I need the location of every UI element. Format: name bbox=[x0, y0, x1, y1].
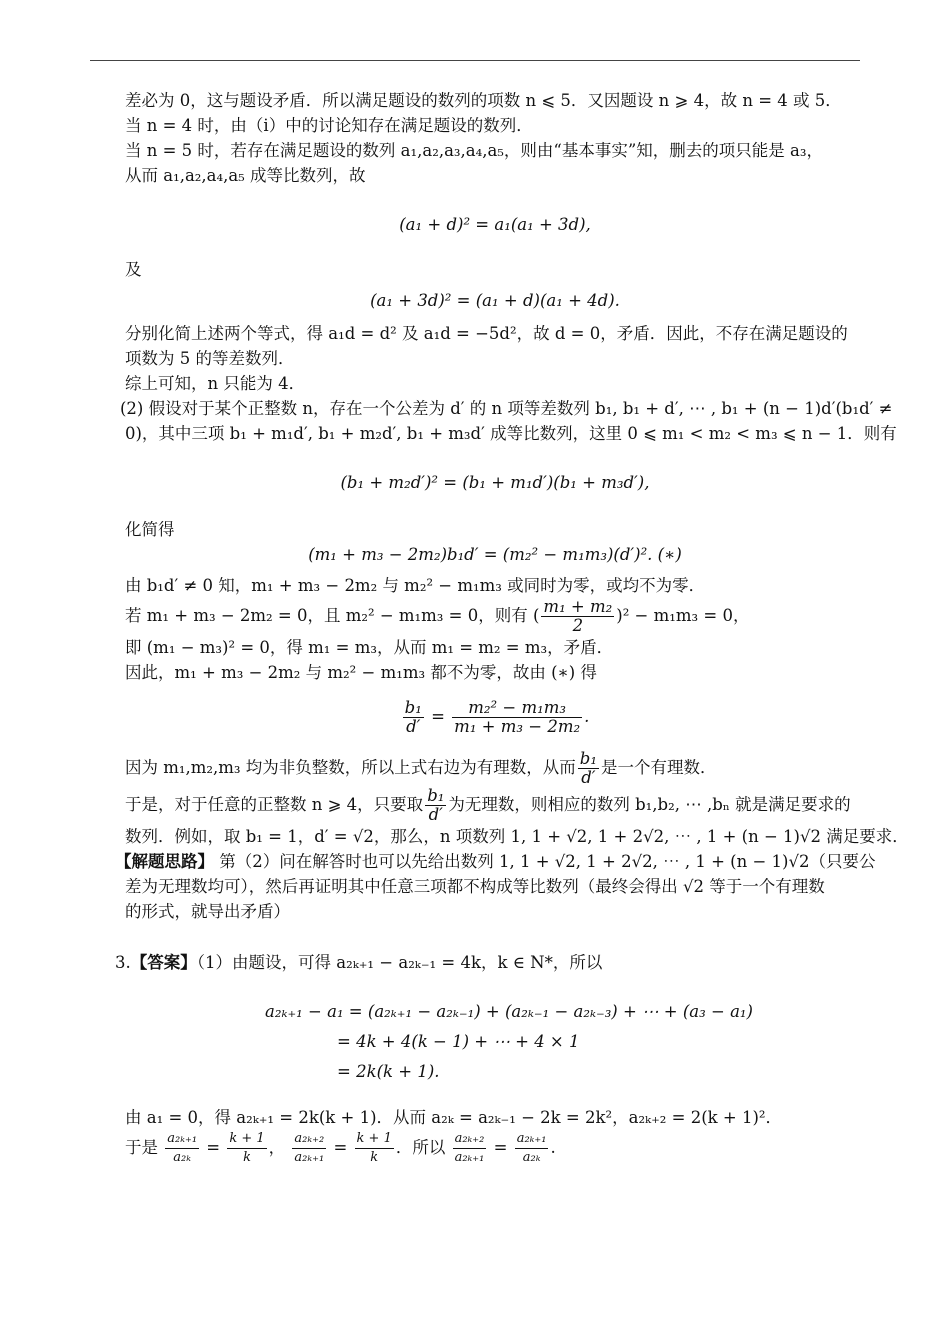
text-line: 当 n = 4 时，由（ⅰ）中的讨论知存在满足题设的数列． bbox=[125, 116, 533, 135]
equals-sign: = bbox=[206, 1138, 221, 1157]
fraction-numerator: a₂ₖ₊₁ bbox=[165, 1130, 199, 1149]
fraction-numerator: a₂ₖ₊₁ bbox=[515, 1130, 549, 1149]
fraction-denominator: a₂ₖ bbox=[522, 1150, 541, 1165]
text-line bbox=[115, 950, 865, 975]
fraction bbox=[453, 1130, 487, 1167]
header-rule bbox=[90, 60, 860, 61]
fraction bbox=[227, 1130, 266, 1167]
section-label: 【解题思路】 bbox=[115, 852, 214, 871]
fraction-denominator: d′ bbox=[428, 805, 443, 824]
fraction-numerator: k + 1 bbox=[355, 1130, 394, 1149]
text-line: 0)，其中三项 b₁ + m₁d′, b₁ + m₂d′, b₁ + m₃d′ 成等比数列，这里 0 ⩽ m₁ < m₂ < m₃ ⩽ n − 1．则有 bbox=[125, 424, 897, 443]
fraction bbox=[425, 787, 446, 824]
text-line: 化简得 bbox=[125, 520, 175, 539]
text-line: 当 n = 5 时，若存在满足题设的数列 a₁,a₂,a₃,a₄,a₅，则由“基本事实”知，删去的项只能是 a₃， bbox=[125, 141, 823, 160]
text-line: 的形式，就导出矛盾） bbox=[125, 902, 290, 921]
text-line: 差必为 0，这与题设矛盾．所以满足题设的数列的项数 n ⩽ 5．又因题设 n ⩾ 4，故 n = 4 或 5． bbox=[125, 91, 842, 110]
fraction-numerator: m₂² − m₁m₃ bbox=[452, 699, 582, 718]
equation: = 4k + 4(k − 1) + ⋯ + 4 × 1 bbox=[337, 1032, 580, 1051]
text-line bbox=[125, 598, 865, 635]
text-line bbox=[115, 849, 876, 874]
fraction bbox=[355, 1130, 394, 1167]
text-line: 由 b₁d′ ≠ 0 知，m₁ + m₃ − 2m₂ 与 m₂² − m₁m₃ 或同时为零，或均不为零． bbox=[125, 576, 706, 595]
equation: (b₁ + m₂d′)² = (b₁ + m₁d′)(b₁ + m₃d′), bbox=[340, 473, 650, 492]
fraction-numerator: a₂ₖ₊₂ bbox=[292, 1130, 326, 1149]
equals-sign: = bbox=[333, 1138, 348, 1157]
fraction bbox=[292, 1130, 326, 1167]
text-line: 即 (m₁ − m₃)² = 0，得 m₁ = m₃，从而 m₁ = m₂ = m₃，矛盾． bbox=[125, 638, 614, 657]
fraction-denominator: d′ bbox=[406, 717, 421, 736]
text-line: 由 a₁ = 0，得 a₂ₖ₊₁ = 2k(k + 1)．从而 a₂ₖ = a₂ₖ₋₁ − 2k = 2k²，a₂ₖ₊₂ = 2(k + 1)²． bbox=[125, 1108, 783, 1127]
text-span: 第（2）问在解答时也可以先给出数列 1, 1 + √2, 1 + 2√2, ⋯ , 1 + (n − 1)√2（只要公 bbox=[214, 852, 876, 871]
equals-sign: = bbox=[431, 707, 445, 726]
equation: = 2k(k + 1). bbox=[337, 1062, 440, 1081]
period: . bbox=[584, 707, 590, 726]
page-body bbox=[115, 88, 909, 1167]
fraction bbox=[403, 699, 424, 736]
fraction bbox=[165, 1130, 199, 1167]
text-span: 于是 bbox=[125, 1138, 158, 1157]
text-span: 是一个有理数． bbox=[600, 758, 717, 777]
text-line: 分别化简上述两个等式，得 a₁d = d² 及 a₁d = −5d²，故 d = 0，矛盾．因此，不存在满足题设的 bbox=[125, 324, 848, 343]
fraction-denominator: 2 bbox=[572, 616, 584, 635]
equation bbox=[125, 699, 865, 736]
equation: a₂ₖ₊₁ − a₁ = (a₂ₖ₊₁ − a₂ₖ₋₁) + (a₂ₖ₋₁ − a₂ₖ₋₃) + ⋯ + (a₃ − a₁) bbox=[265, 1002, 753, 1021]
text-line bbox=[125, 1130, 865, 1167]
text-span: ， bbox=[268, 1138, 286, 1157]
fraction-numerator: b₁ bbox=[404, 698, 422, 717]
text-span: 于是，对于任意的正整数 n ⩾ 4，只要取 bbox=[125, 795, 424, 814]
text-line: 数列．例如，取 b₁ = 1，d′ = √2，那么，n 项数列 1, 1 + √2, 1 + 2√2, ⋯ , 1 + (n − 1)√2 满足要求． bbox=[125, 827, 909, 846]
text-span: 因为 m₁,m₂,m₃ 均为非负整数，所以上式右边为有理数，从而 bbox=[125, 758, 576, 777]
equation: (m₁ + m₃ − 2m₂)b₁d′ = (m₂² − m₁m₃)(d′)². (∗) bbox=[308, 545, 682, 564]
fraction-numerator: m₁ + m₂ bbox=[543, 597, 613, 616]
fraction-denominator: k bbox=[370, 1150, 379, 1165]
text-line: 因此，m₁ + m₃ − 2m₂ 与 m₂² − m₁m₃ 都不为零，故由 (∗) 得 bbox=[125, 663, 597, 682]
period: . bbox=[550, 1138, 556, 1157]
text-line: 综上可知，n 只能为 4． bbox=[125, 374, 306, 393]
text-line: (2) 假设对于某个正整数 n，存在一个公差为 d′ 的 n 项等差数列 b₁, b₁ + d′, ⋯ , b₁ + (n − 1)d′(b₁d′ ≠ bbox=[120, 399, 893, 418]
equation-block bbox=[265, 997, 865, 1087]
equation: (a₁ + d)² = a₁(a₁ + 3d), bbox=[399, 215, 591, 234]
text-line: 差为无理数均可），然后再证明其中任意三项都不构成等比数列（最终会得出 √2 等于一个有理数 bbox=[125, 877, 825, 896]
fraction-numerator: b₁ bbox=[427, 786, 445, 805]
fraction-numerator: b₁ bbox=[579, 749, 597, 768]
text-span: 为无理数，则相应的数列 b₁,b₂, ⋯ ,bₙ 就是满足要求的 bbox=[448, 795, 851, 814]
fraction-denominator: k bbox=[243, 1150, 251, 1165]
fraction bbox=[452, 699, 582, 736]
text-line: 从而 a₁,a₂,a₄,a₅ 成等比数列，故 bbox=[125, 166, 366, 185]
fraction-numerator: a₂ₖ₊₂ bbox=[453, 1130, 487, 1149]
fraction-denominator: a₂ₖ₊₁ bbox=[454, 1150, 485, 1165]
fraction bbox=[578, 750, 599, 787]
text-span: )² − m₁m₃ = 0， bbox=[616, 606, 750, 625]
text-line: 项数为 5 的等差数列． bbox=[125, 349, 295, 368]
fraction bbox=[541, 598, 614, 635]
equals-sign: = bbox=[493, 1138, 508, 1157]
problem-number: 3. bbox=[115, 953, 131, 972]
text-line bbox=[125, 750, 865, 787]
equation: (a₁ + 3d)² = (a₁ + d)(a₁ + 4d). bbox=[370, 291, 620, 310]
fraction-denominator: a₂ₖ bbox=[173, 1150, 191, 1165]
fraction-numerator: k + 1 bbox=[227, 1130, 266, 1149]
text-span: ．所以 bbox=[395, 1138, 446, 1157]
text-line bbox=[125, 787, 865, 824]
text-line: 及 bbox=[125, 260, 142, 279]
fraction bbox=[515, 1130, 549, 1167]
fraction-denominator: m₁ + m₃ − 2m₂ bbox=[454, 717, 581, 736]
text-span: （1）由题设，可得 a₂ₖ₊₁ − a₂ₖ₋₁ = 4k，k ∈ N*，所以 bbox=[196, 953, 603, 972]
fraction-denominator: a₂ₖ₊₁ bbox=[294, 1150, 325, 1165]
section-label: 【答案】 bbox=[130, 953, 197, 972]
fraction-denominator: d′ bbox=[581, 768, 596, 787]
text-span: 若 m₁ + m₃ − 2m₂ = 0，且 m₂² − m₁m₃ = 0，则有 ( bbox=[125, 606, 540, 625]
